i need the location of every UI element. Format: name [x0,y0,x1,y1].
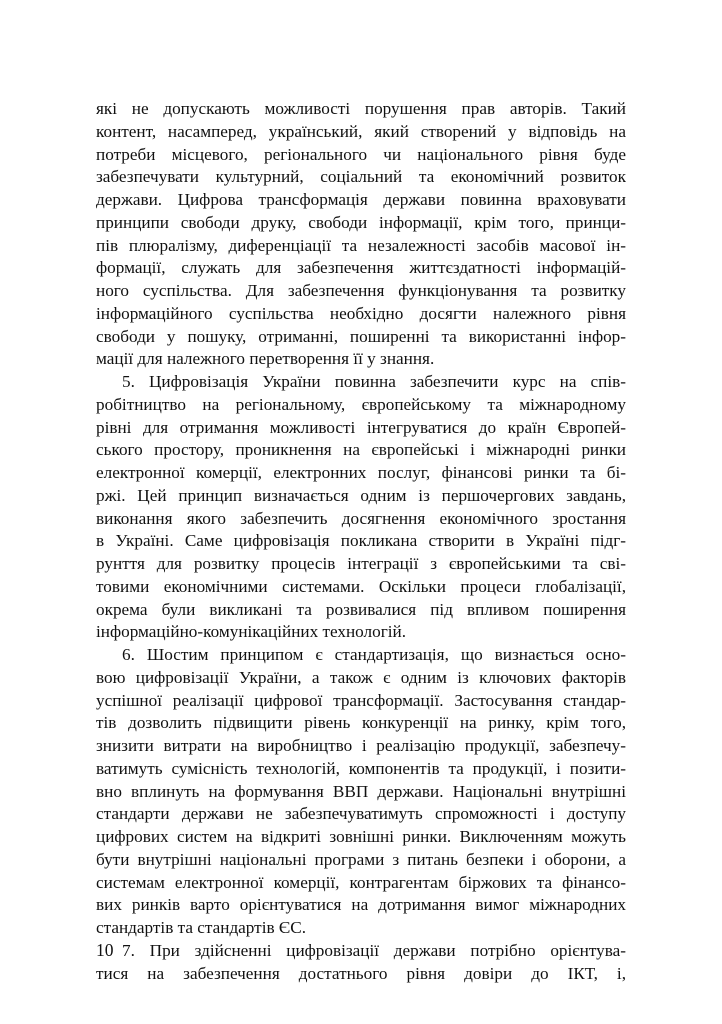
text-line: бути внутрішні національні програми з питань безпеки і оборони, а [96,849,626,869]
text-line: вою цифровізації України, а також є одним із ключових факторів [96,667,626,687]
text-line: вно вплинуть на формування ВВП держави. Національні внутрішні [96,781,626,801]
text-line: потреби місцевого, регіонального чи національного рівня буде [96,144,626,164]
page-number: 10 [96,940,114,960]
text-line: 7. При здійсненні цифровізації держави потрібно орієнтува- [122,940,626,960]
text-line: забезпечувати культурний, соціальний та економічний розвиток [96,167,626,187]
text-line: пів плюралізму, диференціації та незалежності засобів масової ін- [96,235,626,255]
text-line: ватимуть сумісність технологій, компонентів та продукції, і позити- [96,758,626,778]
text-line: цифрових систем на відкриті зовнішні ринки. Виключенням можуть [96,827,626,846]
paragraph [96,98,626,371]
text-line: електронної комерції, електронних послуг, фінансові ринки та бі- [96,463,626,482]
text-line: стандарти держави не забезпечуватимуть спроможності і доступу [96,804,626,824]
text-line: ного суспільства. Для забезпечення функціонування та розвитку [96,281,626,300]
text-line: свободи у пошуку, отриманні, поширенні та використанні інфор- [96,326,626,346]
text-line: 5. Цифровізація України повинна забезпечити курс на спів- [122,372,626,391]
text-line: тів дозволить підвищити рівень конкуренції на ринку, крім того, [96,713,626,733]
text-line: інформаційно-комунікаційних технологій. [96,622,407,642]
text-line: рунття для розвитку процесів інтеграції з європейськими та сві- [96,554,626,573]
paragraph [96,644,626,940]
paragraph [96,371,626,644]
text-line: інформаційного суспільства необхідно досягти належного рівня [96,303,626,323]
text-line: вих ринків варто орієнтуватися на дотримання вимог міжнародних [96,895,626,915]
text-line: успішної реалізації цифрової трансформації. Застосування стандар- [96,690,626,710]
text-line: держави. Цифрова трансформація держави повинна враховувати [96,190,626,209]
text-line: робітництво на регіональному, європейському та міжнародному [96,394,626,414]
text-line: рівні для отримання можливості інтегруватися до країн Європей- [96,417,626,437]
text-line: тися на забезпечення достатнього рівня довіри до ІКТ, і, [96,963,626,983]
text-line: 6. Шостим принципом є стандартизація, що визнається осно- [122,645,626,664]
text-line: які не допускають можливості порушення прав авторів. Такий [96,99,626,118]
text-line: товими економічними системами. Оскільки процеси глобалізації, [96,576,626,596]
text-line: ського простору, проникнення на європейські і міжнародні ринки [96,440,626,460]
text-line: в Україні. Саме цифровізація покликана створити в Україні підг- [96,531,626,551]
text-line: окрема були викликані та розвивалися під впливом поширення [96,599,626,619]
text-line: формації, служать для забезпечення життєздатності інформацій- [96,258,626,278]
paragraph [96,940,626,986]
body-text [96,98,626,985]
text-line: знизити витрати на виробництво і реалізацію продукції, забезпечу- [96,736,626,755]
text-line: ржі. Цей принцип визначається одним із першочергових завдань, [96,485,626,505]
text-line: контент, насамперед, український, який створений у відповідь на [96,121,626,141]
text-line: мації для належного перетворення її у знання. [96,349,435,369]
text-line: виконання якого забезпечить досягнення економічного зростання [96,508,626,528]
text-line: принципи свободи друку, свободи інформації, крім того, принци- [96,212,626,232]
text-line: стандартів та стандартів ЄС. [96,918,306,937]
text-line: системам електронної комерції, контрагентам біржових та фінансо- [96,872,626,892]
